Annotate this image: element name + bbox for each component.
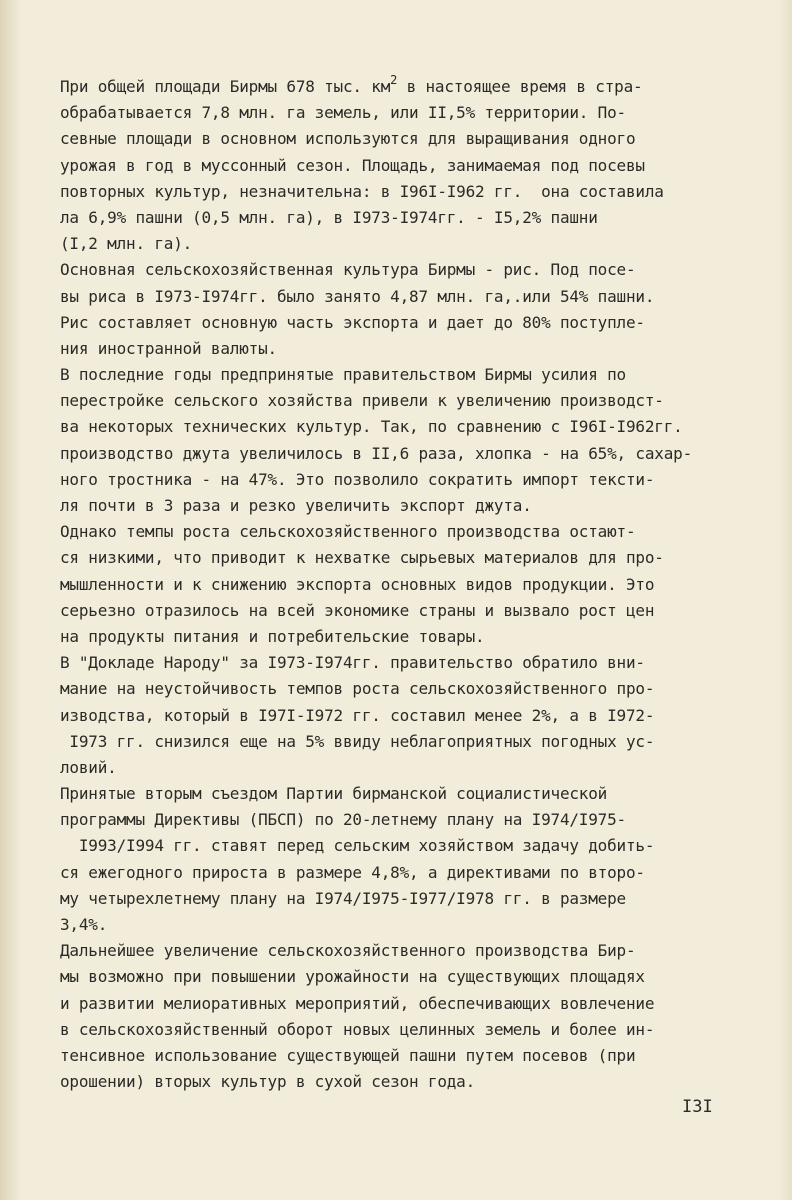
text-line: производство джута увеличилось в II,6 раза, хлопка - на 65%, сахар- bbox=[60, 443, 692, 463]
text-line: ля почти в 3 раза и резко увеличить экспорт джута. bbox=[60, 496, 532, 515]
text-line: ла 6,9% пашни (0,5 млн. га), в I973-I974гг. - I5,2% пашни bbox=[60, 207, 598, 227]
paragraph-1 bbox=[60, 74, 720, 257]
paragraph-4 bbox=[60, 519, 720, 650]
text-line: ся ежегодного прироста в размере 4,8%, а директивами по второ- bbox=[60, 862, 645, 882]
paragraph-3 bbox=[60, 362, 720, 519]
text-line: мышленности и к снижению экспорта основных видов продукции. Это bbox=[60, 574, 655, 594]
text-line: ния иностранной валюты. bbox=[60, 338, 277, 358]
text-line: перестройке сельского хозяйства привели к увеличению производст- bbox=[60, 391, 664, 411]
text-line: в сельскохозяйственный оборот новых целинных земель и более ин- bbox=[60, 1019, 655, 1039]
text-line: I993/I994 гг. ставят перед сельским хозяйством задачу добить- bbox=[60, 836, 655, 856]
text-line: ного тростника - на 47%. Это позволило сократить импорт тексти- bbox=[60, 469, 655, 489]
text-line: В "Докладе Народу" за I973-I974гг. правительство обратило вни- bbox=[60, 653, 645, 673]
superscript: 2 bbox=[390, 74, 398, 87]
paragraph-2 bbox=[60, 257, 720, 362]
text-line: Однако темпы роста сельскохозяйственного производства остают- bbox=[60, 522, 636, 542]
text-line: В последние годы предпринятые правительством Бирмы усилия по bbox=[60, 365, 626, 385]
text-line: мание на неустойчивость темпов роста сельскохозяйственного про- bbox=[60, 679, 655, 699]
text-line: тенсивное использование существующей пашни путем посевов (при bbox=[60, 1045, 636, 1065]
text-line: мы возможно при повышении урожайности на существующих площадях bbox=[60, 967, 645, 987]
text-line: повторных культур, незначительна: в I96I-I962 гг. она составила bbox=[60, 181, 664, 201]
text-line: ва некоторых технических культур. Так, по сравнению с I96I-I962гг. bbox=[60, 417, 683, 437]
text-line: на продукты питания и потребительские товары. bbox=[60, 626, 485, 646]
text-line: вы риса в I973-I974гг. было занято 4,87 млн. га,.или 54% пашни. bbox=[60, 286, 655, 306]
text-line: I973 гг. снизился еще на 5% ввиду неблагоприятных погодных ус- bbox=[60, 731, 655, 751]
body-text bbox=[60, 74, 720, 1095]
text-line: Дальнейшее увеличение сельскохозяйственного производства Бир- bbox=[60, 941, 636, 961]
paragraph-6 bbox=[60, 781, 720, 938]
text-line: программы Директивы (ПБСП) по 20-летнему плану на I974/I975- bbox=[60, 810, 626, 830]
text-line: Принятые вторым съездом Партии бирманской социалистической bbox=[60, 784, 608, 804]
text-line: При общей площади Бирмы 678 тыс. $км^2$ в настоящее время в стра- bbox=[60, 74, 643, 96]
paragraph-7 bbox=[60, 938, 720, 1095]
text-line: изводства, который в I97I-I972 гг. составил менее 2%, а в I972- bbox=[60, 705, 655, 725]
text-line: и развитии мелиоративных мероприятий, обеспечивающих вовлечение bbox=[60, 993, 655, 1013]
page-number: I3I bbox=[682, 1097, 713, 1117]
paragraph-5 bbox=[60, 650, 720, 781]
text-line: 3,4%. bbox=[60, 915, 108, 934]
text-line: севные площади в основном используются для выращивания одного bbox=[60, 129, 636, 149]
text-line: Основная сельскохозяйственная культура Бирмы - рис. Под посе- bbox=[60, 260, 636, 280]
text-line: урожая в год в муссонный сезон. Площадь, занимаемая под посевы bbox=[60, 155, 645, 175]
text-line: ся низкими, что приводит к нехватке сырьевых материалов для про- bbox=[60, 548, 664, 568]
text-line: серьезно отразилось на всей экономике страны и вызвало рост цен bbox=[60, 600, 655, 620]
text-line: орошении) вторых культур в сухой сезон года. bbox=[60, 1072, 476, 1092]
text-line: му четырехлетнему плану на I974/I975-I977/I978 гг. в размере bbox=[60, 888, 626, 908]
text-line: (I,2 млн. га). bbox=[60, 234, 193, 254]
text-line: ловий. bbox=[60, 757, 117, 777]
text-line: Рис составляет основную часть экспорта и дает до 80% поступле- bbox=[60, 312, 645, 332]
text-line: обрабатывается 7,8 млн. га земель, или II,5% территории. По- bbox=[60, 103, 626, 123]
